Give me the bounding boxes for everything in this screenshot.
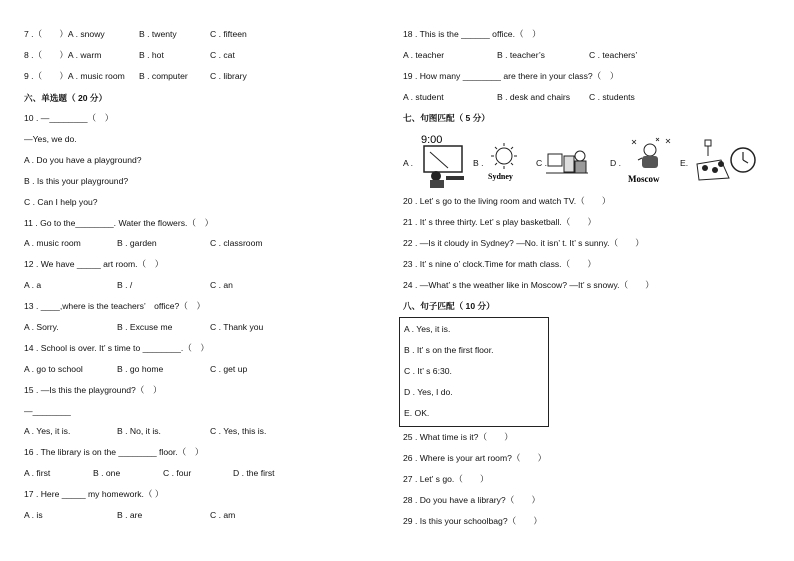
text-line-left-0-2: C . fifteen: [210, 29, 247, 39]
text-line-left-13-0: 13 . ____,where is the teachers’ office?（ ）: [24, 301, 206, 311]
text-line-right-0-0: 18 . This is the ______ office.（ ）: [403, 29, 541, 39]
text-line-left-12-1: B . /: [117, 280, 133, 290]
living-room-tv-picture: [546, 146, 588, 176]
text-line-right-16-0: 25 . What time is it?（ ）: [403, 432, 513, 442]
text-line-right-14-0: D . Yes, I do.: [404, 387, 453, 397]
text-line-right-8-0: 23 . It’ s nine o’ clock.Time for math class.（ ）: [403, 259, 596, 269]
text-line-right-3-0: A . student: [403, 92, 444, 102]
text-line-right-2-0: 19 . How many ________ are there in your class?（ ）: [403, 71, 619, 81]
answer-options-box: [399, 317, 549, 427]
text-line-right-7-0: 22 . —Is it cloudy in Sydney? —No. it isn’ t. It’ s sunny.（ ）: [403, 238, 644, 248]
text-line-left-22-0: 17 . Here _____ my homework.（ ）: [24, 489, 164, 499]
text-line-left-16-1: B . go home: [117, 364, 164, 374]
picture-label-d: D .: [610, 158, 621, 168]
basketball-clock-picture: [691, 138, 759, 186]
text-line-left-19-0: A . Yes, it is.: [24, 426, 71, 436]
text-line-left-1-0: 8 .（ ）A . warm: [24, 50, 102, 60]
text-line-left-1-1: B . hot: [139, 50, 164, 60]
text-line-right-1-0: A . teacher: [403, 50, 445, 60]
text-line-left-4-0: 10 . —________（ ）: [24, 113, 114, 123]
section-heading-right-4-0: 七、句图匹配（ 5 分）: [403, 113, 490, 123]
text-line-right-11-0: A . Yes, it is.: [404, 324, 451, 334]
text-line-right-1-1: B . teacher’s: [497, 50, 545, 60]
text-line-left-2-1: B . computer: [139, 71, 188, 81]
text-line-left-1-2: C . cat: [210, 50, 235, 60]
section-heading-right-10-0: 八、句子匹配（ 10 分）: [403, 301, 495, 311]
text-line-left-21-1: B . one: [93, 468, 121, 478]
text-line-right-5-0: 20 . Let’ s go to the living room and watch TV.（ ）: [403, 196, 611, 206]
text-line-left-12-2: C . an: [210, 280, 233, 290]
text-line-left-21-2: C . four: [163, 468, 192, 478]
text-line-left-21-3: D . the first: [233, 468, 275, 478]
text-line-left-23-1: B . are: [117, 510, 143, 520]
sydney-label: Sydney: [488, 172, 513, 181]
text-line-right-15-0: E. OK.: [404, 408, 430, 418]
text-line-right-3-2: C . students: [589, 92, 635, 102]
text-line-left-20-0: 16 . The library is on the ________ floor.（ ）: [24, 447, 204, 457]
text-line-left-11-0: 12 . We have _____ art room.（ ）: [24, 259, 164, 269]
text-line-right-9-0: 24 . —What’ s the weather like in Moscow? —It’ s snowy.（ ）: [403, 280, 654, 290]
text-line-left-14-2: C . Thank you: [210, 322, 264, 332]
text-line-left-15-0: 14 . School is over. It’ s time to ________.（ ）: [24, 343, 210, 353]
section-heading-left-3-0: 六、单选题（ 20 分）: [24, 93, 108, 103]
text-line-left-6-0: A . Do you have a playground?: [24, 155, 142, 165]
picture-matching-row: [398, 132, 778, 190]
text-line-left-16-2: C . get up: [210, 364, 248, 374]
text-line-left-10-0: A . music room: [24, 238, 81, 248]
text-line-left-8-0: C . Can I help you?: [24, 197, 98, 207]
text-line-left-0-0: 7 .（ ）A . snowy: [24, 29, 105, 39]
text-line-left-14-1: B . Excuse me: [117, 322, 173, 332]
text-line-left-19-1: B . No, it is.: [117, 426, 161, 436]
text-line-right-12-0: B . It’ s on the first floor.: [404, 345, 494, 355]
text-line-right-19-0: 28 . Do you have a library?（ ）: [403, 495, 541, 505]
text-line-left-12-0: A . a: [24, 280, 42, 290]
text-line-right-6-0: 21 . It’ s three thirty. Let’ s play basketball.（ ）: [403, 217, 597, 227]
text-line-right-17-0: 26 . Where is your art room?（ ）: [403, 453, 547, 463]
text-line-left-21-0: A . first: [24, 468, 51, 478]
classroom-clock-picture: [418, 132, 466, 188]
text-line-left-0-1: B . twenty: [139, 29, 177, 39]
text-line-right-18-0: 27 . Let’ s go.（ ）: [403, 474, 489, 484]
picture-label-c: C .: [536, 158, 547, 168]
snowy-moscow-picture: [626, 136, 674, 184]
text-line-left-17-0: 15 . —Is this the playground?（ ）: [24, 385, 162, 395]
text-line-left-7-0: B . Is this your playground?: [24, 176, 129, 186]
text-line-left-14-0: A . Sorry.: [24, 322, 59, 332]
sunny-sydney-picture: [486, 142, 522, 182]
text-line-left-10-1: B . garden: [117, 238, 157, 248]
clock-time-label: 9:00: [421, 134, 443, 146]
text-line-right-13-0: C . It’ s 6:30.: [404, 366, 452, 376]
text-line-left-2-0: 9 .（ ）A . music room: [24, 71, 125, 81]
text-line-left-9-0: 11 . Go to the________. Water the flowers.（ ）: [24, 218, 214, 228]
picture-label-b: B .: [473, 158, 484, 168]
text-line-left-23-2: C . am: [210, 510, 236, 520]
moscow-label: Moscow: [628, 174, 660, 184]
text-line-left-5-0: —Yes, we do.: [24, 134, 77, 144]
text-line-left-2-2: C . library: [210, 71, 247, 81]
text-line-right-20-0: 29 . Is this your schoolbag?（ ）: [403, 516, 542, 526]
text-line-right-3-1: B . desk and chairs: [497, 92, 571, 102]
picture-label-e: E.: [680, 158, 689, 168]
picture-label-a: A .: [403, 158, 414, 168]
text-line-left-16-0: A . go to school: [24, 364, 83, 374]
text-line-left-18-0: —________: [24, 406, 71, 416]
text-line-left-19-2: C . Yes, this is.: [210, 426, 267, 436]
text-line-left-10-2: C . classroom: [210, 238, 263, 248]
text-line-right-1-2: C . teachers’: [589, 50, 638, 60]
text-line-left-23-0: A . is: [24, 510, 43, 520]
